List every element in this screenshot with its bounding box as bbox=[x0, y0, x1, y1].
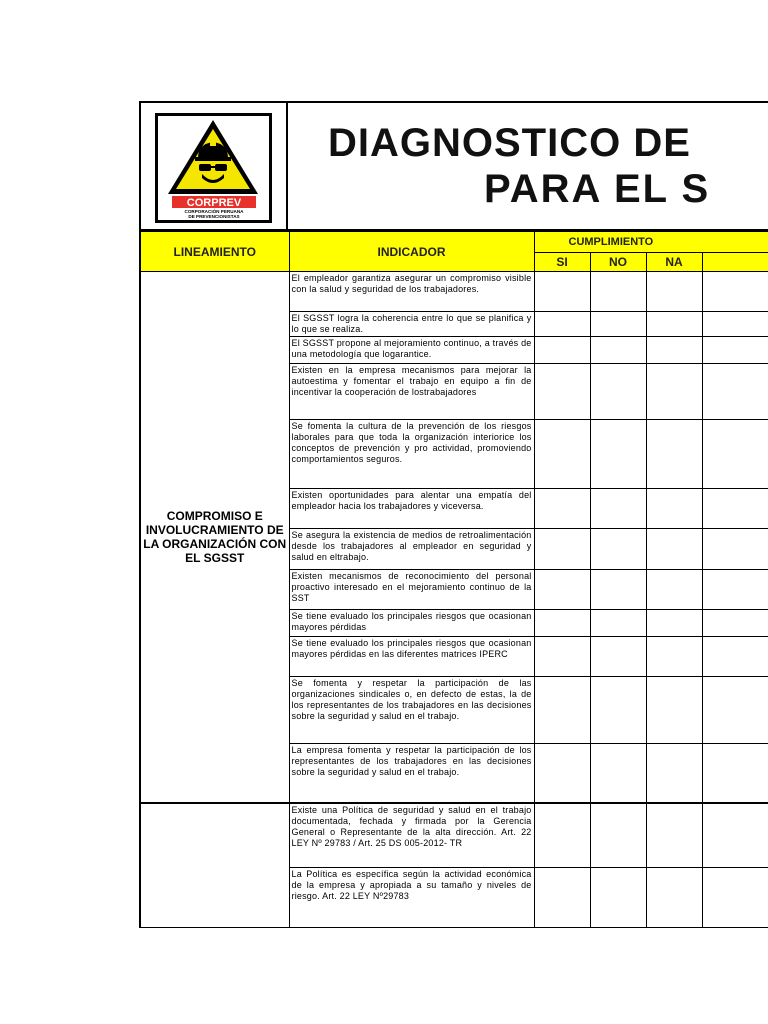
no-cell[interactable] bbox=[590, 364, 646, 420]
na-cell[interactable] bbox=[646, 420, 702, 489]
na-cell[interactable] bbox=[646, 803, 702, 868]
header-cumplimiento: CUMPLIMIENTO bbox=[534, 232, 768, 253]
na-cell[interactable] bbox=[646, 677, 702, 744]
header-lineamiento: LINEAMIENTO bbox=[140, 232, 289, 272]
svg-text:CORPORACIÓN PERUANA: CORPORACIÓN PERUANA bbox=[184, 209, 244, 214]
indicator-cell: La Política es específica según la actividad económica de la empresa y apropiada a su tamaño y niveles de riesgo. Art. 22 LEY Nº29783 bbox=[289, 868, 534, 928]
indicator-cell: Existen en la empresa mecanismos para mejorar la autoestima y fomentar el trabajo en equipo a fin de incentivar la cooperación de lostrabajadores bbox=[289, 364, 534, 420]
si-cell[interactable] bbox=[534, 312, 590, 337]
extra-cell bbox=[702, 570, 768, 610]
extra-cell bbox=[702, 677, 768, 744]
page-title-line1: DIAGNOSTICO DE bbox=[328, 121, 691, 165]
extra-cell bbox=[702, 364, 768, 420]
indicator-cell: Existen oportunidades para alentar una empatía del empleador hacia los trabajadores y viceversa. bbox=[289, 489, 534, 529]
no-cell[interactable] bbox=[590, 489, 646, 529]
na-cell[interactable] bbox=[646, 637, 702, 677]
si-cell[interactable] bbox=[534, 610, 590, 637]
na-cell[interactable] bbox=[646, 364, 702, 420]
si-cell[interactable] bbox=[534, 337, 590, 364]
section-politica-label bbox=[140, 803, 289, 928]
indicator-cell: Se tiene evaluado los principales riesgos que ocasionan mayores pérdidas bbox=[289, 610, 534, 637]
extra-cell bbox=[702, 744, 768, 803]
no-cell[interactable] bbox=[590, 420, 646, 489]
na-cell[interactable] bbox=[646, 489, 702, 529]
section-compromiso-label: COMPROMISO E INVOLUCRAMIENTO DE LA ORGANIZACIÓN CON EL SGSST bbox=[140, 272, 289, 803]
indicator-cell: El SGSST propone al mejoramiento continuo, a través de una metodología que logarantice. bbox=[289, 337, 534, 364]
si-cell[interactable] bbox=[534, 803, 590, 868]
extra-cell bbox=[702, 868, 768, 928]
no-cell[interactable] bbox=[590, 272, 646, 312]
si-cell[interactable] bbox=[534, 637, 590, 677]
diagnostic-table bbox=[139, 231, 768, 928]
na-cell[interactable] bbox=[646, 744, 702, 803]
na-cell[interactable] bbox=[646, 868, 702, 928]
na-cell[interactable] bbox=[646, 529, 702, 570]
page-title-line2: PARA EL S bbox=[484, 167, 711, 211]
extra-cell bbox=[702, 489, 768, 529]
no-cell[interactable] bbox=[590, 803, 646, 868]
no-cell[interactable] bbox=[590, 744, 646, 803]
no-cell[interactable] bbox=[590, 868, 646, 928]
warning-helmet-icon bbox=[158, 116, 269, 220]
si-cell[interactable] bbox=[534, 272, 590, 312]
header-na: NA bbox=[646, 253, 702, 272]
indicator-cell: Existen mecanismos de reconocimiento del personal proactivo interesado en el mejoramiento continuo de la SST bbox=[289, 570, 534, 610]
no-cell[interactable] bbox=[590, 570, 646, 610]
indicator-cell: Se asegura la existencia de medios de retroalimentación desde los trabajadores al empleador en seguridad y salud en eltrabajo. bbox=[289, 529, 534, 570]
na-cell[interactable] bbox=[646, 337, 702, 364]
na-cell[interactable] bbox=[646, 570, 702, 610]
title-cell bbox=[288, 101, 768, 231]
si-cell[interactable] bbox=[534, 420, 590, 489]
spreadsheet-page bbox=[139, 101, 768, 930]
si-cell[interactable] bbox=[534, 570, 590, 610]
si-cell[interactable] bbox=[534, 489, 590, 529]
si-cell[interactable] bbox=[534, 868, 590, 928]
indicator-cell: El empleador garantiza asegurar un compromiso visible con la salud y seguridad de los trabajadores. bbox=[289, 272, 534, 312]
header-indicador: INDICADOR bbox=[289, 232, 534, 272]
corprev-logo bbox=[155, 113, 272, 223]
extra-cell bbox=[702, 420, 768, 489]
extra-cell bbox=[702, 529, 768, 570]
header-extra bbox=[702, 253, 768, 272]
extra-cell bbox=[702, 272, 768, 312]
indicator-cell: Se fomenta la cultura de la prevención de los riesgos laborales para que toda la organización interiorice los conceptos de prevención y pro actividad, promoviendo comportamientos seguros. bbox=[289, 420, 534, 489]
logo-cell bbox=[139, 101, 288, 231]
no-cell[interactable] bbox=[590, 610, 646, 637]
no-cell[interactable] bbox=[590, 337, 646, 364]
si-cell[interactable] bbox=[534, 677, 590, 744]
si-cell[interactable] bbox=[534, 744, 590, 803]
na-cell[interactable] bbox=[646, 272, 702, 312]
indicator-cell: Existe una Política de seguridad y salud en el trabajo documentada, fechada y firmada por la Gerencia General o Representante de la alta dirección. Art. 22 LEY Nº 29783 / Art. 25 DS 005-2012- TR bbox=[289, 803, 534, 868]
extra-cell bbox=[702, 637, 768, 677]
header-si: SI bbox=[534, 253, 590, 272]
extra-cell bbox=[702, 610, 768, 637]
logo-brand-text: CORPREV bbox=[186, 197, 242, 209]
extra-cell bbox=[702, 803, 768, 868]
indicator-cell: Se fomenta y respetar la participación de las organizaciones sindicales o, en defecto de estas, la de los representantes de los trabajadores en las decisiones sobre la seguridad y salud en el trabajo. bbox=[289, 677, 534, 744]
extra-cell bbox=[702, 337, 768, 364]
no-cell[interactable] bbox=[590, 677, 646, 744]
si-cell[interactable] bbox=[534, 529, 590, 570]
header-no: NO bbox=[590, 253, 646, 272]
extra-cell bbox=[702, 312, 768, 337]
indicator-cell: El SGSST logra la coherencia entre lo que se planifica y lo que se realiza. bbox=[289, 312, 534, 337]
no-cell[interactable] bbox=[590, 637, 646, 677]
svg-text:DE PREVENCIONISTAS: DE PREVENCIONISTAS bbox=[188, 214, 240, 219]
indicator-cell: La empresa fomenta y respetar la participación de los representantes de los trabajadores en las decisiones sobre la seguridad y salud en el trabajo. bbox=[289, 744, 534, 803]
no-cell[interactable] bbox=[590, 529, 646, 570]
indicator-cell: Se tiene evaluado los principales riesgos que ocasionan mayores pérdidas en las diferentes matrices IPERC bbox=[289, 637, 534, 677]
no-cell[interactable] bbox=[590, 312, 646, 337]
na-cell[interactable] bbox=[646, 610, 702, 637]
na-cell[interactable] bbox=[646, 312, 702, 337]
si-cell[interactable] bbox=[534, 364, 590, 420]
